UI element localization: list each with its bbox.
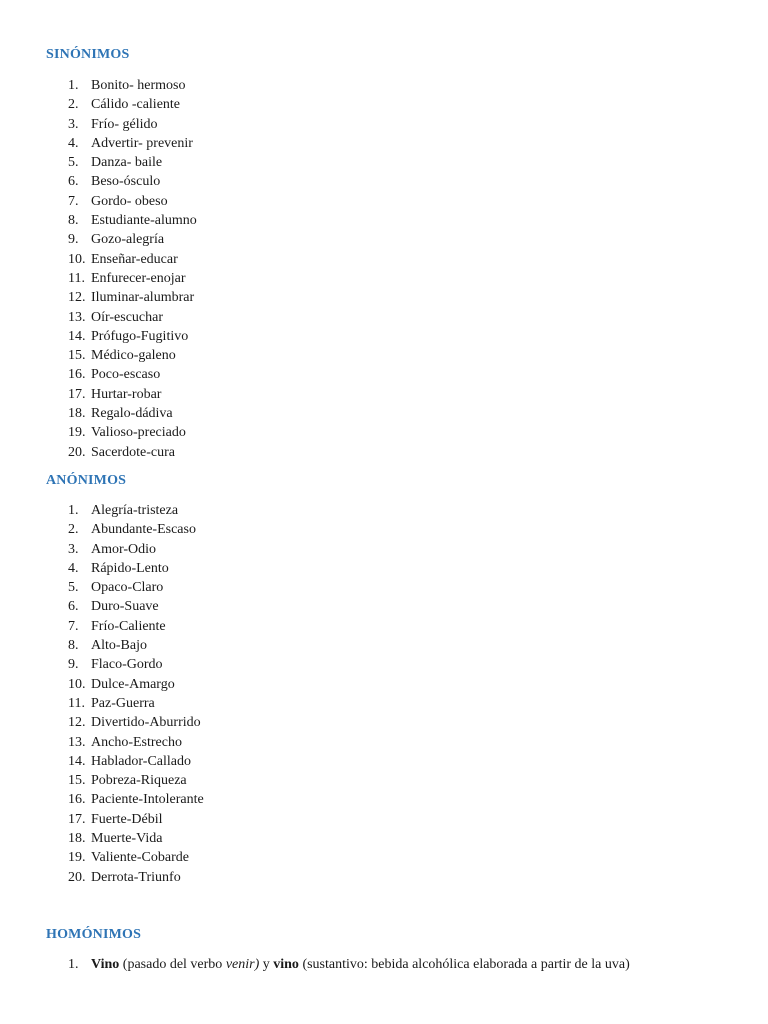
list-item-number: 7. (68, 193, 79, 209)
list-item-text: Médico-galeno (91, 348, 176, 364)
list-item-text: Paz-Guerra (91, 695, 155, 711)
list-item-text: Gozo-alegría (91, 232, 165, 248)
list-item-text: Estudiante-alumno (91, 213, 197, 229)
list-item-text: Ancho-Estrecho (91, 734, 182, 750)
homonimo-text (91, 955, 630, 975)
list-item-number: 16. (68, 792, 86, 808)
list-item-text: Danza- baile (91, 155, 163, 171)
homonimo-word-2: vino (273, 957, 299, 972)
list-item-number: 1. (68, 957, 79, 972)
list-item-text: Fuerte-Débil (91, 811, 163, 827)
list-item-number: 6. (68, 599, 79, 615)
list-item-number: 19. (68, 850, 86, 866)
list-item-number: 6. (68, 174, 79, 190)
list-item-number: 5. (68, 580, 79, 596)
list-item-number: 2. (68, 522, 79, 538)
list-item-text: Opaco-Claro (91, 580, 164, 596)
list-item-number: 15. (68, 773, 86, 789)
list-item-text: Divertido-Aburrido (91, 715, 201, 731)
list-item-text: Alegría-tristeza (91, 503, 179, 518)
homonimo-part-1: (pasado del verbo (119, 957, 226, 972)
list-item-number: 3. (68, 116, 79, 132)
list-item-number: 13. (68, 309, 86, 325)
list-item-number: 18. (68, 831, 86, 847)
list-item-number: 17. (68, 811, 86, 827)
list-item-number: 7. (68, 618, 79, 634)
list-item-number: 5. (68, 155, 79, 171)
list-item-number: 18. (68, 406, 86, 422)
list-item-number: 20. (68, 869, 86, 885)
list-item-number: 10. (68, 251, 86, 267)
list-item-text: Rápido-Lento (91, 560, 169, 576)
homonimo-italic-part: venir) (225, 957, 260, 972)
list-item-text: Valiente-Cobarde (91, 850, 189, 866)
list-item-number: 4. (68, 560, 79, 576)
list-item-number: 19. (68, 425, 86, 441)
list-item-text: Cálido -caliente (91, 97, 181, 113)
list-item-number: 12. (68, 290, 86, 306)
list-item-text: Bonito- hermoso (91, 78, 186, 93)
list-item-text: Frío-Caliente (91, 618, 166, 634)
list-item-text: Dulce-Amargo (91, 676, 175, 692)
list-item-number: 3. (68, 541, 79, 557)
list-item-text: Oír-escuchar (91, 309, 164, 325)
homonimo-part-3: (sustantivo: bebida alcohólica elaborada a partir de la uva) (298, 957, 630, 972)
list-item-number: 8. (68, 638, 79, 654)
list-item-text: Hurtar-robar (91, 386, 162, 402)
list-item-text: Alto-Bajo (91, 638, 147, 654)
list-item-number: 9. (68, 657, 79, 673)
list-item-text: Valioso-preciado (91, 425, 186, 441)
list-item-number: 11. (68, 695, 85, 711)
list-item-text: Derrota-Triunfo (91, 869, 181, 885)
list-item-number: 17. (68, 386, 86, 402)
list-item-number: 10. (68, 676, 86, 692)
list-item-number: 11. (68, 270, 85, 286)
homonimo-item (0, 955, 768, 975)
list-item-text: Prófugo-Fugitivo (91, 328, 189, 344)
list-item-text: Advertir- prevenir (91, 135, 193, 151)
homonimo-part-2: y (259, 957, 274, 972)
heading-sinonimos: SINÓNIMOS (46, 47, 130, 62)
list-item-text: Enseñar-educar (91, 251, 178, 267)
list-item-text: Sacerdote-cura (91, 444, 175, 460)
list-item-number: 2. (68, 97, 79, 113)
list-item-text: Pobreza-Riqueza (91, 773, 187, 789)
list-item-number: 9. (68, 232, 79, 248)
list-item-text: Duro-Suave (91, 599, 159, 615)
list-item-number: 14. (68, 753, 86, 769)
list-item-number: 15. (68, 348, 86, 364)
list-item-text: Iluminar-alumbrar (91, 290, 195, 306)
list-item-number: 13. (68, 734, 86, 750)
list-item-number: 8. (68, 213, 79, 229)
list-item-text: Poco-escaso (91, 367, 161, 383)
list-item-text: Hablador-Callado (91, 753, 192, 769)
list-item-text: Regalo-dádiva (91, 406, 173, 422)
list-item-text: Gordo- obeso (91, 193, 168, 209)
list-item-number: 14. (68, 328, 86, 344)
list-item-text: Flaco-Gordo (91, 657, 163, 673)
list-item-number: 20. (68, 444, 86, 460)
list-item-text: Frío- gélido (91, 116, 158, 132)
list-item-text: Muerte-Vida (91, 831, 163, 847)
list-item-text: Abundante-Escaso (91, 522, 196, 538)
heading-antonimos: ANÓNIMOS (46, 473, 127, 488)
list-item-text: Amor-Odio (91, 541, 157, 557)
homonimo-word-1: Vino (91, 957, 120, 972)
list-item-number: 1. (68, 503, 79, 518)
list-item-number: 1. (68, 78, 79, 93)
list-item-number: 16. (68, 367, 86, 383)
list-item-number: 12. (68, 715, 86, 731)
list-item-text: Paciente-Intolerante (91, 792, 204, 808)
list-item-text: Beso-ósculo (91, 174, 161, 190)
list-item-text: Enfurecer-enojar (91, 270, 186, 286)
heading-homonimos: HOMÓNIMOS (46, 927, 142, 942)
list-item-number: 4. (68, 135, 79, 151)
